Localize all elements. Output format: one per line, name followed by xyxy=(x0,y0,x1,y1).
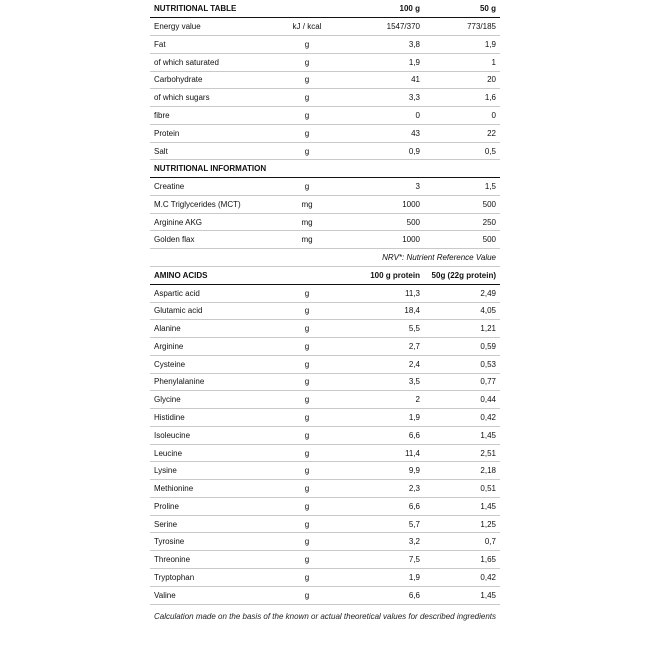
unit-header xyxy=(270,0,344,18)
value-per-50: 1,9 xyxy=(424,36,500,54)
nutrient-name: of which saturated xyxy=(150,53,270,71)
value-per-50: 4,05 xyxy=(424,302,500,320)
nutrient-unit: g xyxy=(270,533,344,551)
value-per-100: 6,6 xyxy=(344,426,424,444)
value-per-50: 0,42 xyxy=(424,569,500,587)
value-per-100: 3,5 xyxy=(344,373,424,391)
unit-header xyxy=(270,266,344,284)
nutrient-name: Alanine xyxy=(150,320,270,338)
nutrient-name: Cysteine xyxy=(150,355,270,373)
table-row xyxy=(150,213,500,231)
value-per-50: 2,49 xyxy=(424,284,500,302)
table-row xyxy=(150,53,500,71)
table-row xyxy=(150,480,500,498)
value-per-50: 0,44 xyxy=(424,391,500,409)
col-50g-header: 50 g xyxy=(424,0,500,18)
value-per-50: 250 xyxy=(424,213,500,231)
nutrient-unit: g xyxy=(270,462,344,480)
nutrient-name: Arginine AKG xyxy=(150,213,270,231)
nutrient-unit: g xyxy=(270,124,344,142)
nutrient-unit: g xyxy=(270,89,344,107)
nutrient-name: Lysine xyxy=(150,462,270,480)
col-100g-header: 100 g xyxy=(344,0,424,18)
value-per-50: 0,5 xyxy=(424,142,500,160)
nutrient-unit: g xyxy=(270,515,344,533)
value-per-50: 0,7 xyxy=(424,533,500,551)
value-per-100: 11,4 xyxy=(344,444,424,462)
value-per-50: 22 xyxy=(424,124,500,142)
value-per-50: 0,77 xyxy=(424,373,500,391)
value-per-100: 1,9 xyxy=(344,409,424,427)
nutrient-name: Methionine xyxy=(150,480,270,498)
nutrient-name: Tryptophan xyxy=(150,569,270,587)
table-row xyxy=(150,551,500,569)
col-100-header: 100 g protein xyxy=(344,266,424,284)
value-per-50: 1,45 xyxy=(424,497,500,515)
table-row xyxy=(150,71,500,89)
nutrient-name: M.C Triglycerides (MCT) xyxy=(150,195,270,213)
value-per-50: 1,45 xyxy=(424,586,500,604)
table-row xyxy=(150,284,500,302)
value-per-100: 0 xyxy=(344,107,424,125)
amino-acids-header xyxy=(150,266,500,284)
value-per-50: 0,53 xyxy=(424,355,500,373)
table-row xyxy=(150,462,500,480)
nutrient-name: Tyrosine xyxy=(150,533,270,551)
table-row xyxy=(150,302,500,320)
value-per-100: 2,7 xyxy=(344,338,424,356)
value-per-50: 773/185 xyxy=(424,18,500,36)
table-row xyxy=(150,355,500,373)
nutrient-unit: g xyxy=(270,338,344,356)
value-per-100: 1000 xyxy=(344,195,424,213)
nutritional-table-header xyxy=(150,0,500,18)
table-row xyxy=(150,18,500,36)
col-50-header xyxy=(424,160,500,178)
nutrient-name: Glycine xyxy=(150,391,270,409)
nutrient-unit: g xyxy=(270,178,344,196)
nutrient-unit: g xyxy=(270,142,344,160)
nutrient-name: Arginine xyxy=(150,338,270,356)
value-per-100: 500 xyxy=(344,213,424,231)
value-per-50: 1,65 xyxy=(424,551,500,569)
value-per-100: 1,9 xyxy=(344,569,424,587)
nutritional-information-header-title: NUTRITIONAL INFORMATION xyxy=(150,160,270,178)
table-row xyxy=(150,391,500,409)
value-per-100: 5,5 xyxy=(344,320,424,338)
calculation-footnote: Calculation made on the basis of the known or actual theoretical values for described ingredients xyxy=(154,612,496,621)
nutritional-table-title: NUTRITIONAL TABLE xyxy=(150,0,270,18)
nutrient-unit: g xyxy=(270,551,344,569)
value-per-50: 0,59 xyxy=(424,338,500,356)
value-per-50: 0 xyxy=(424,107,500,125)
table-row xyxy=(150,373,500,391)
table-row xyxy=(150,444,500,462)
nutrient-name: Serine xyxy=(150,515,270,533)
nutrient-unit: g xyxy=(270,586,344,604)
nutrient-name: Aspartic acid xyxy=(150,284,270,302)
table-row xyxy=(150,586,500,604)
value-per-100: 1,9 xyxy=(344,53,424,71)
nutrient-name: Isoleucine xyxy=(150,426,270,444)
nutrient-unit: mg xyxy=(270,231,344,249)
table-row xyxy=(150,89,500,107)
nutrient-unit: g xyxy=(270,36,344,54)
value-per-100: 9,9 xyxy=(344,462,424,480)
table-row xyxy=(150,515,500,533)
value-per-100: 0,9 xyxy=(344,142,424,160)
nutrient-unit: g xyxy=(270,480,344,498)
nutrient-unit: g xyxy=(270,426,344,444)
nutrient-name: Protein xyxy=(150,124,270,142)
nutrient-unit: g xyxy=(270,373,344,391)
nutrition-table xyxy=(150,0,500,605)
value-per-100: 5,7 xyxy=(344,515,424,533)
value-per-50: 1,25 xyxy=(424,515,500,533)
unit-header xyxy=(270,160,344,178)
value-per-100: 18,4 xyxy=(344,302,424,320)
nutrition-table-body xyxy=(150,0,500,604)
nutrient-name: Salt xyxy=(150,142,270,160)
table-row xyxy=(150,124,500,142)
value-per-50: 1,6 xyxy=(424,89,500,107)
nutrient-unit: g xyxy=(270,284,344,302)
nutritional-information-header xyxy=(150,160,500,178)
table-row xyxy=(150,36,500,54)
nutrient-name: Carbohydrate xyxy=(150,71,270,89)
value-per-50: 0,51 xyxy=(424,480,500,498)
nrv-note: NRV*: Nutrient Reference Value xyxy=(150,249,500,267)
nutrient-name: Creatine xyxy=(150,178,270,196)
value-per-100: 3 xyxy=(344,178,424,196)
value-per-50: 1,21 xyxy=(424,320,500,338)
nutrient-unit: g xyxy=(270,107,344,125)
nutrient-unit: g xyxy=(270,409,344,427)
col-100-header xyxy=(344,160,424,178)
value-per-100: 1000 xyxy=(344,231,424,249)
value-per-50: 0,42 xyxy=(424,409,500,427)
value-per-50: 2,18 xyxy=(424,462,500,480)
value-per-50: 1,45 xyxy=(424,426,500,444)
nrv-note-row xyxy=(150,249,500,267)
nutrient-name: Fat xyxy=(150,36,270,54)
value-per-50: 500 xyxy=(424,195,500,213)
value-per-100: 3,8 xyxy=(344,36,424,54)
table-row xyxy=(150,533,500,551)
value-per-100: 6,6 xyxy=(344,497,424,515)
value-per-100: 3,3 xyxy=(344,89,424,107)
nutrient-unit: g xyxy=(270,302,344,320)
amino-acids-header-title: AMINO ACIDS xyxy=(150,266,270,284)
table-row xyxy=(150,497,500,515)
value-per-100: 2,3 xyxy=(344,480,424,498)
nutrient-unit: g xyxy=(270,71,344,89)
value-per-100: 1547/370 xyxy=(344,18,424,36)
value-per-50: 20 xyxy=(424,71,500,89)
table-row xyxy=(150,178,500,196)
table-row xyxy=(150,107,500,125)
table-row xyxy=(150,231,500,249)
value-per-100: 6,6 xyxy=(344,586,424,604)
nutrition-document xyxy=(150,0,500,605)
table-row xyxy=(150,320,500,338)
value-per-50: 1,5 xyxy=(424,178,500,196)
nutrient-name: Valine xyxy=(150,586,270,604)
value-per-50: 1 xyxy=(424,53,500,71)
nutrient-name: Leucine xyxy=(150,444,270,462)
nutrient-unit: mg xyxy=(270,195,344,213)
nutrient-unit: g xyxy=(270,320,344,338)
table-row xyxy=(150,569,500,587)
nutrient-unit: g xyxy=(270,444,344,462)
value-per-100: 7,5 xyxy=(344,551,424,569)
nutrient-unit: g xyxy=(270,569,344,587)
nutrient-name: Energy value xyxy=(150,18,270,36)
value-per-100: 2,4 xyxy=(344,355,424,373)
nutrient-name: Proline xyxy=(150,497,270,515)
nutrient-name: Threonine xyxy=(150,551,270,569)
col-50-header: 50g (22g protein) xyxy=(424,266,500,284)
nutrient-unit: kJ / kcal xyxy=(270,18,344,36)
nutrient-name: Histidine xyxy=(150,409,270,427)
nutrient-name: Golden flax xyxy=(150,231,270,249)
value-per-100: 43 xyxy=(344,124,424,142)
value-per-100: 41 xyxy=(344,71,424,89)
nutrient-unit: g xyxy=(270,355,344,373)
nutrient-name: of which sugars xyxy=(150,89,270,107)
nutrient-unit: g xyxy=(270,497,344,515)
value-per-100: 3,2 xyxy=(344,533,424,551)
value-per-50: 2,51 xyxy=(424,444,500,462)
table-row xyxy=(150,142,500,160)
nutrient-unit: g xyxy=(270,53,344,71)
nutrient-name: Glutamic acid xyxy=(150,302,270,320)
nutrient-name: fibre xyxy=(150,107,270,125)
nutrient-name: Phenylalanine xyxy=(150,373,270,391)
nutrient-unit: g xyxy=(270,391,344,409)
value-per-100: 2 xyxy=(344,391,424,409)
table-row xyxy=(150,426,500,444)
nutrient-unit: mg xyxy=(270,213,344,231)
table-row xyxy=(150,195,500,213)
value-per-50: 500 xyxy=(424,231,500,249)
value-per-100: 11,3 xyxy=(344,284,424,302)
table-row xyxy=(150,338,500,356)
table-row xyxy=(150,409,500,427)
